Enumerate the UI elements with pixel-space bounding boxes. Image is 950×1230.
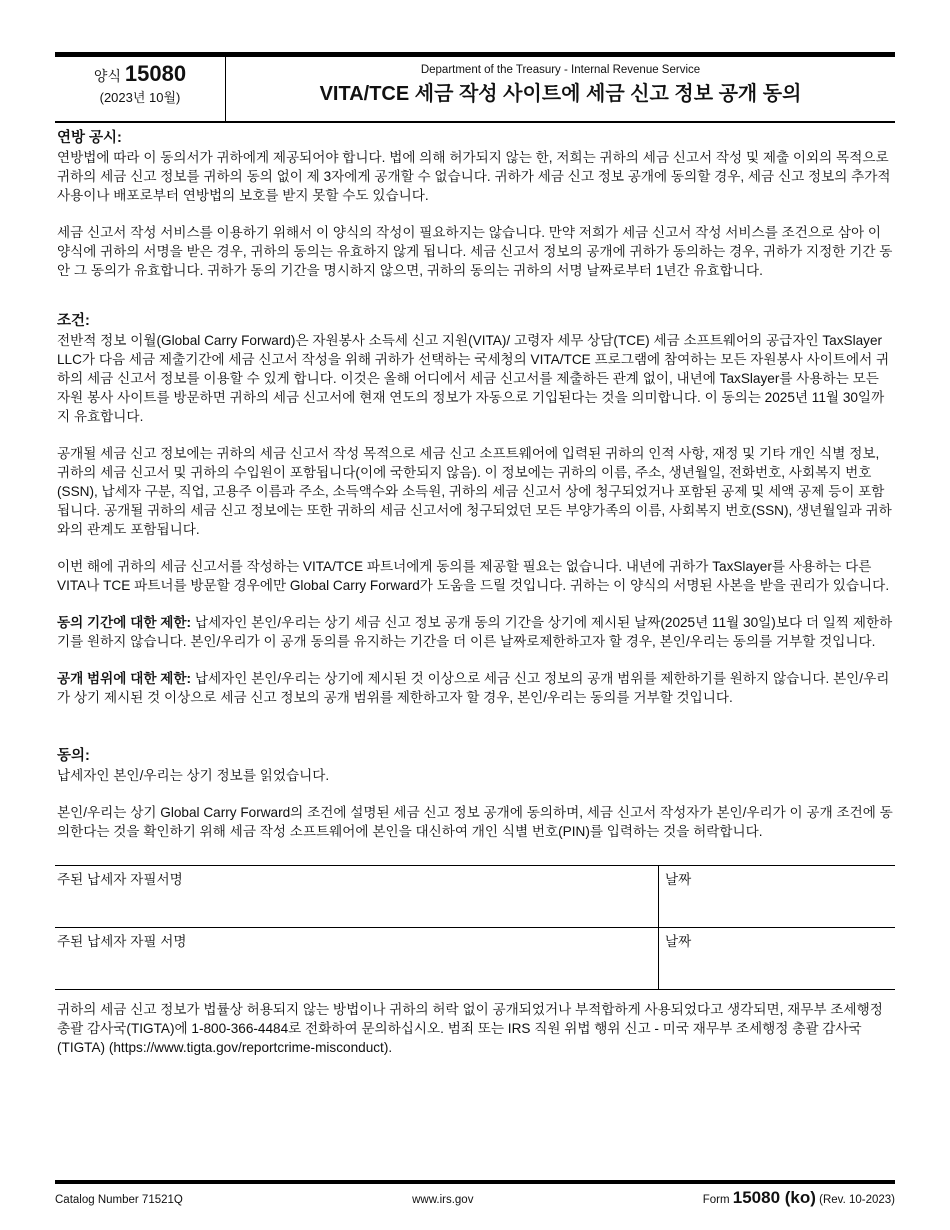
form-id: 15080 (ko) [732,1188,816,1207]
date-field[interactable] [658,866,895,927]
consent-section [55,747,895,859]
form-footer-id [703,1188,895,1210]
duration-limit-text: 납세자인 본인/우리는 상기 세금 신고 정보 공개 동의 기간을 상기에 제시된 날짜(2025년 11월 30일)보다 더 일찍 제한하기를 원하지 않습니다. 본인/우리가 이 공개 동의를 유지하는 기간을 더 이른 날짜로제한하고자 할 경우, 본인/우리는 동의를 거부할 것입니다. [57,615,893,649]
paragraph: 귀하의 세금 신고 정보가 법률상 허용되지 않는 방법이나 귀하의 허락 없이 공개되었거나 부적합하게 사용되었다고 생각되면, 재무부 조세행정 총괄 감사국(TIGTA)에 1-800-366-4484로 전화하여 문의하십시오. 범죄 또는 IRS 직원 위법 행위 신고 - 미국 재무부 조세행정 총괄 감사국(TIGTA) (https://www.tigta.gov/reportcrime-misconduct). [57,1002,883,1055]
scope-limit-text: 납세자인 본인/우리는 상기에 제시된 것 이상으로 세금 신고 정보의 공개 범위를 제한하기를 원하지 않습니다. 본인/우리가 상기 제시된 것 이상으로 세금 신고 정보의 공개 범위를 제한하고자 할 경우, 본인/우리는 동의를 거부할 것입니다. [57,671,890,705]
signature-table [55,865,895,990]
date-label: 날짜 [665,872,692,887]
website-link[interactable]: www.irs.gov [412,1194,474,1206]
catalog-number: Catalog Number 71521Q [55,1194,183,1206]
section-heading: 조건: [57,313,90,329]
date-label: 날짜 [665,934,692,949]
form-header [55,52,895,123]
form-number-value: 15080 [124,61,187,86]
tigta-notice [55,1000,895,1075]
terms-section [55,312,895,725]
signature-label: 주된 납세자 자필서명 [57,872,183,887]
signature-field[interactable] [55,866,658,927]
scope-limit-paragraph [57,669,893,707]
form-number [55,61,225,89]
scope-limit-label: 공개 범위에 대한 제한: [57,671,192,686]
paragraph: 세금 신고서 작성 서비스를 이용하기 위해서 이 양식의 작성이 필요하지는 않습니다. 만약 저희가 세금 신고서 작성 서비스를 조건으로 삼아 이 양식에 귀하의 서명을 받은 경우, 귀하의 동의는 유효하지 않게 됩니다. 세금 신고서 정보의 공개에 귀하가 동의하는 경우, 귀하가 지정한 기간 동안 그 동의가 유효합니다. 귀하가 동의 기간을 명시하지 않으면, 귀하의 동의는 귀하의 서명 날짜로부터 1년간 유효합니다. [57,225,893,278]
section-heading: 연방 공시: [57,130,122,146]
duration-limit-label: 동의 기간에 대한 제한: [57,615,192,630]
department: Department of the Treasury - Internal Revenue Service [420,64,701,76]
signature-field[interactable] [55,928,658,989]
paragraph: 납세자인 본인/우리는 상기 정보를 읽었습니다. [57,768,330,783]
signature-row [55,866,895,928]
form-prefix: Form [702,1194,730,1206]
form-date: (2023년 10월) [99,90,181,105]
section-heading: 동의: [57,748,90,764]
paragraph: 이번 해에 귀하의 세금 신고서를 작성하는 VITA/TCE 파트너에게 동의를 제공할 필요는 없습니다. 내년에 귀하가 TaxSlayer를 사용하는 다른 VITA나 TCE 파트너를 방문할 경우에만 Global Carry Forward가 도움을 드릴 것입니다. 귀하는 이 양식의 서명된 사본을 받을 권리가 있습니다. [57,559,890,593]
federal-notice-section [55,129,895,298]
paragraph: 전반적 정보 이월(Global Carry Forward)은 자원봉사 소득세 신고 지원(VITA)/ 고령자 세무 상담(TCE) 세금 소프트웨어의 공급자인 TaxSlayer LLC가 다음 세금 제출기간에 세금 신고서 작성을 위해 귀하가 선택하는 국세청의 VITA/TCE 프로그램에 참여하는 모든 자원봉사 사이트에서 귀하의 세금 신고서 정보를 이용할 수 있게 합니다. 이것은 올해 어디에서 세금 신고서를 제출하든 관계 없이, 내년에 TaxSlayer를 사용하는 모든 자원 봉사 사이트를 방문하면 귀하의 세금 신고서에 현재 연도의 정보가 자동으로 기입된다는 것을 의미합니다. 이 동의는 2025년 11월 30일까지 유효합니다. [57,333,890,424]
page-title: VITA/TCE 세금 작성 사이트에 세금 신고 정보 공개 동의 [319,83,802,105]
paragraph: 공개될 세금 신고 정보에는 귀하의 세금 신고서 작성 목적으로 세금 신고 소프트웨어에 입력된 귀하의 인적 사항, 재정 및 기타 개인 식별 정보, 귀하의 세금 신고서 및 귀하의 수입원이 포함됩니다(이에 국한되지 않음). 이 정보에는 귀하의 이름, 주소, 생년월일, 전화번호, 사회복지 번호(SSN), 납세자 구분, 직업, 고용주 이름과 주소, 소득액수와 소득원, 귀하의 세금 신고서 상에 청구되었거나 포함된 공제 및 세액 공제 등이 포함됩니다. 공개될 귀하의 세금 신고 정보에는 또한 귀하의 세금 신고서에 청구되었던 모든 부양가족의 이름, 사회복지 번호(SSN), 생년월일과 귀하와의 관계도 포함됩니다. [57,446,892,537]
signature-row [55,928,895,990]
paragraph: 본인/우리는 상기 Global Carry Forward의 조건에 설명된 세금 신고 정보 공개에 동의하며, 세금 신고서 작성자가 본인/우리가 이 공개 조건에 동의한다는 것을 확인하기 위해 세금 작성 소프트웨어에 본인을 대신하여 개인 식별 번호(PIN)를 입력하는 것을 허락합니다. [57,805,893,839]
footer [55,1180,895,1210]
form-prefix: 양식 [93,68,121,84]
title-box [226,57,895,121]
duration-limit-paragraph [57,613,893,651]
form-id-box [55,57,226,121]
revision: (Rev. 10-2023) [819,1194,895,1206]
date-field[interactable] [658,928,895,989]
signature-label: 주된 납세자 자필 서명 [57,934,187,949]
paragraph: 연방법에 따라 이 동의서가 귀하에게 제공되어야 합니다. 법에 의해 허가되지 않는 한, 저희는 귀하의 세금 신고서 작성 및 제출 이외의 목적으로 귀하의 세금 신고 정보를 귀하의 동의 없이 제 3자에게 공개할 수 없습니다. 귀하가 세금 신고 정보 공개에 동의할 경우, 세금 신고 정보의 추가적 사용이나 배포로부터 연방법의 보호를 받지 못할 수도 있습니다. [57,150,891,203]
